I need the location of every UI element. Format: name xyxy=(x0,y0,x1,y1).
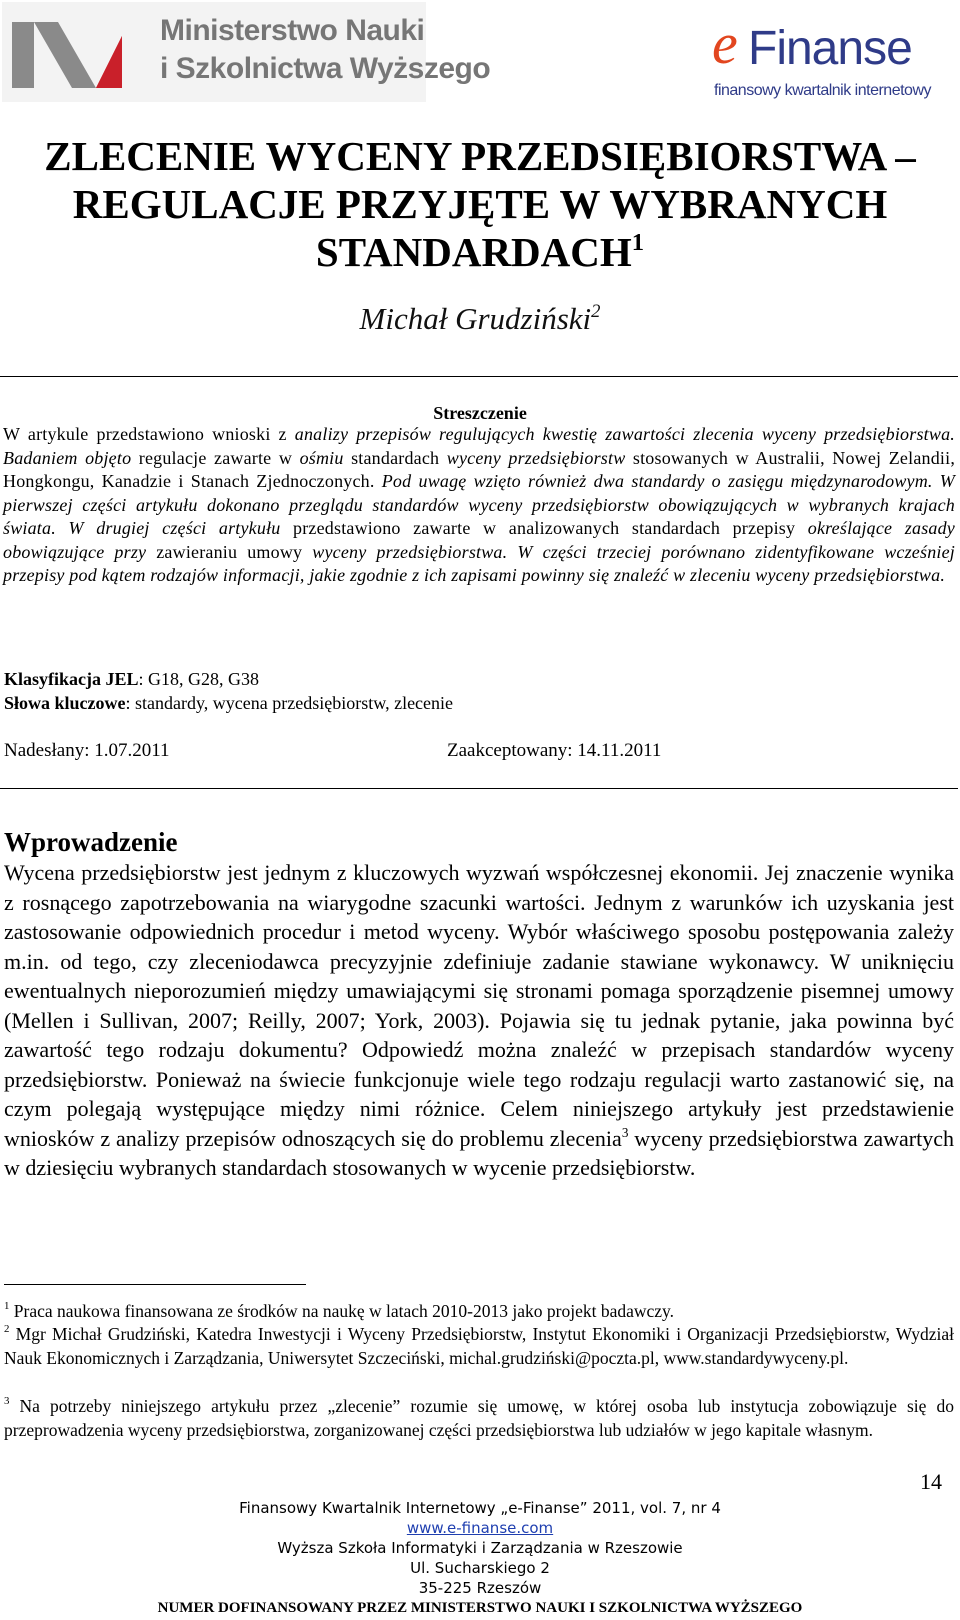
introduction-text: wyceny przedsiębiorstwa zawartych w dziesięciu wybranych standardach stosowanych w wycenie przedsiębiorstw. xyxy=(4,1125,954,1180)
footer-journal: Finansowy Kwartalnik Internetowy „e-Finanse” 2011, vol. 7, nr 4 xyxy=(239,1499,721,1517)
paper-title-line2: REGULACJE PRZYJĘTE W WYBRANYCH xyxy=(72,181,888,227)
keywords-label: Słowa kluczowe xyxy=(4,693,126,713)
abstract-text-italic: W części trzeciej porównano zidentyfikowane wcześniej przepisy pod kątem rodzajów informacji, jakie zgodnie z ich zapisami powinny się znaleźć w zleceniu wyceny przedsiębiorstwa. xyxy=(3,541,955,585)
footnote-2 xyxy=(4,1322,954,1370)
paper-title-line3 xyxy=(0,228,960,276)
footnote-ref-3: 3 xyxy=(621,1124,629,1140)
author-name xyxy=(0,301,960,337)
abstract-text-italic: W drugiej części artykułu xyxy=(55,518,281,538)
abstract-text-italic: analizy przepisów regulujących kwestię zawartości zlecenia wyceny przedsiębiorstwa. xyxy=(294,424,955,444)
abstract-text: zawieraniu umowy xyxy=(146,541,313,562)
footnote-text: Na potrzeby niniejszego artykułu przez „zlecenie” rozumie się umowę, w której osoba lub instytucja zobowiązuje się do przeprowadzenia wyceny przedsiębiorstwa, zorganizowanej części przedsiębiorstwa lub udziałów w jego kapitale własnym. xyxy=(4,1396,954,1440)
jel-value: : G18, G28, G38 xyxy=(138,669,260,689)
abstract-text: przedstawiono zawarte w analizowanych standardach przepisy xyxy=(280,518,808,538)
abstract-text: regulacje zawarte w xyxy=(131,447,300,468)
paper-title-line3-text: STANDARDACH xyxy=(315,229,632,275)
footer-publisher: Wyższa Szkoła Informatyki i Zarządzania w Rzeszowie xyxy=(277,1539,683,1557)
footnote-number: 1 xyxy=(4,1300,10,1313)
keywords-value: : standardy, wycena przedsiębiorstw, zlecenie xyxy=(125,693,454,713)
ministry-name-line2: i Szkolnictwa Wyższego xyxy=(160,52,491,85)
abstract-text-italic: wyceny przedsiębiorstw xyxy=(446,447,626,468)
accepted-date: Zaakceptowany: 14.11.2011 xyxy=(447,740,662,761)
divider-top xyxy=(0,376,958,377)
footer-city: 35-225 Rzeszów xyxy=(418,1579,542,1597)
keywords xyxy=(4,692,453,714)
efinanse-tagline: finansowy kwartalnik internetowy xyxy=(714,82,931,99)
jel-label: Klasyfikacja JEL xyxy=(4,669,139,689)
divider-middle xyxy=(0,788,958,789)
abstract-text-italic: Badaniem objęto xyxy=(3,447,132,468)
ministry-logo xyxy=(2,2,491,102)
efinanse-logo-e: e xyxy=(712,11,738,76)
jel-classification xyxy=(4,668,259,690)
introduction-body xyxy=(4,858,954,1183)
section-heading-introduction: Wprowadzenie xyxy=(4,827,178,857)
abstract-heading: Streszczenie xyxy=(433,403,527,423)
footnote-text: Praca naukowa finansowana ze środków na naukę w latach 2010-2013 jako projekt badawczy. xyxy=(9,1301,675,1321)
footer-funding-note: NUMER DOFINANSOWANY PRZEZ MINISTERSTWO NAUKI I SZKOLNICTWA WYŻSZEGO xyxy=(157,1600,803,1616)
ministry-name-line1: Ministerstwo Nauki xyxy=(160,14,425,47)
abstract-text-italic: ośmiu xyxy=(299,447,344,468)
abstract-text-italic: Pod uwagę wzięto również dwa standardy o zasięgu międzynarodowym. W pierwszej części artykułu dokonano przeglądu standardów wyceny przedsiębiorstw obowiązujących w wybranych krajach świata. xyxy=(3,471,955,538)
efinanse-logo-word: Finanse xyxy=(748,22,912,75)
ministry-emblem-icon xyxy=(12,16,122,88)
footer-street: Ul. Sucharskiego 2 xyxy=(410,1559,550,1577)
efinanse-logo xyxy=(712,11,952,104)
abstract-text: W artykule przedstawiono wnioski z xyxy=(3,424,295,444)
author-name-text: Michał Grudziński xyxy=(359,301,592,336)
footer-website-link[interactable]: www.e-finanse.com xyxy=(406,1519,554,1537)
abstract-text: stosowanych w Australii, Nowej Zelandii, Hongkongu, Kanadzie i Stanach Zjednoczonych. xyxy=(3,447,956,491)
page-number: 14 xyxy=(920,1469,942,1494)
abstract-text-italic: określające zasady obowiązujące przy xyxy=(3,518,956,562)
footnote-number: 2 xyxy=(4,1323,10,1336)
introduction-text: Wycena przedsiębiorstw jest jednym z kluczowych wyzwań współczesnej ekonomii. Jej znaczenie wynika z rosnącego zapotrzebowania na wiarygodne szacunki wartości. Jednym z warunków ich uzyskania jest zastosowanie odpowiednich procedur i metod wyceny. Wybór właściwego sposobu postępowania zależy m.in. od tego, czy zleceniodawca precyzyjnie zdefiniuje zadanie stawiane wykonawcy. W uniknięciu ewentualnych nieporozumień między umawiającymi się stronami pomaga sporządzenie pisemnej umowy (Mellen i Sullivan, 2007; Reilly, 2007; York, 2003). Pojawia się tu jednak pytanie, jaka powinna być zawartość tego rodzaju dokumentu? Odpowiedź można znaleźć w przepisach standardów wyceny przedsiębiorstw. Ponieważ na świecie funkcjonuje wiele tego rodzaju regulacji warto zastanowić się, na czym polegają występujące między nimi różnice. Celem niniejszego artykuły jest przedstawienie wniosków z analizy przepisów odnoszących się do problemu zlecenia xyxy=(4,860,954,1151)
footnote-divider xyxy=(4,1284,306,1285)
footnote-1 xyxy=(4,1299,954,1323)
paper-title-line1: ZLECENIE WYCENY PRZEDSIĘBIORSTWA – xyxy=(44,133,916,179)
footnote-ref-2: 2 xyxy=(591,300,601,322)
abstract-text-italic: wyceny przedsiębiorstwa. xyxy=(312,541,508,562)
footnote-text: Mgr Michał Grudziński, Katedra Inwestycji i Wyceny Przedsiębiorstw, Instytut Ekonomiki i Organizacji Przedsiębiorstw, Wydział Nauk Ekonomicznych i Zarządzania, Uniwersytet Szczeciński, michal.grudziński@poczta.pl, www.standardywyceny.pl. xyxy=(4,1324,954,1368)
footnote-number: 3 xyxy=(4,1395,10,1408)
abstract-body xyxy=(3,423,955,588)
footnote-3 xyxy=(4,1394,954,1442)
submitted-date: Nadesłany: 1.07.2011 xyxy=(4,740,170,761)
footnote-ref-1: 1 xyxy=(631,229,645,257)
abstract-text: standardach xyxy=(343,447,447,468)
